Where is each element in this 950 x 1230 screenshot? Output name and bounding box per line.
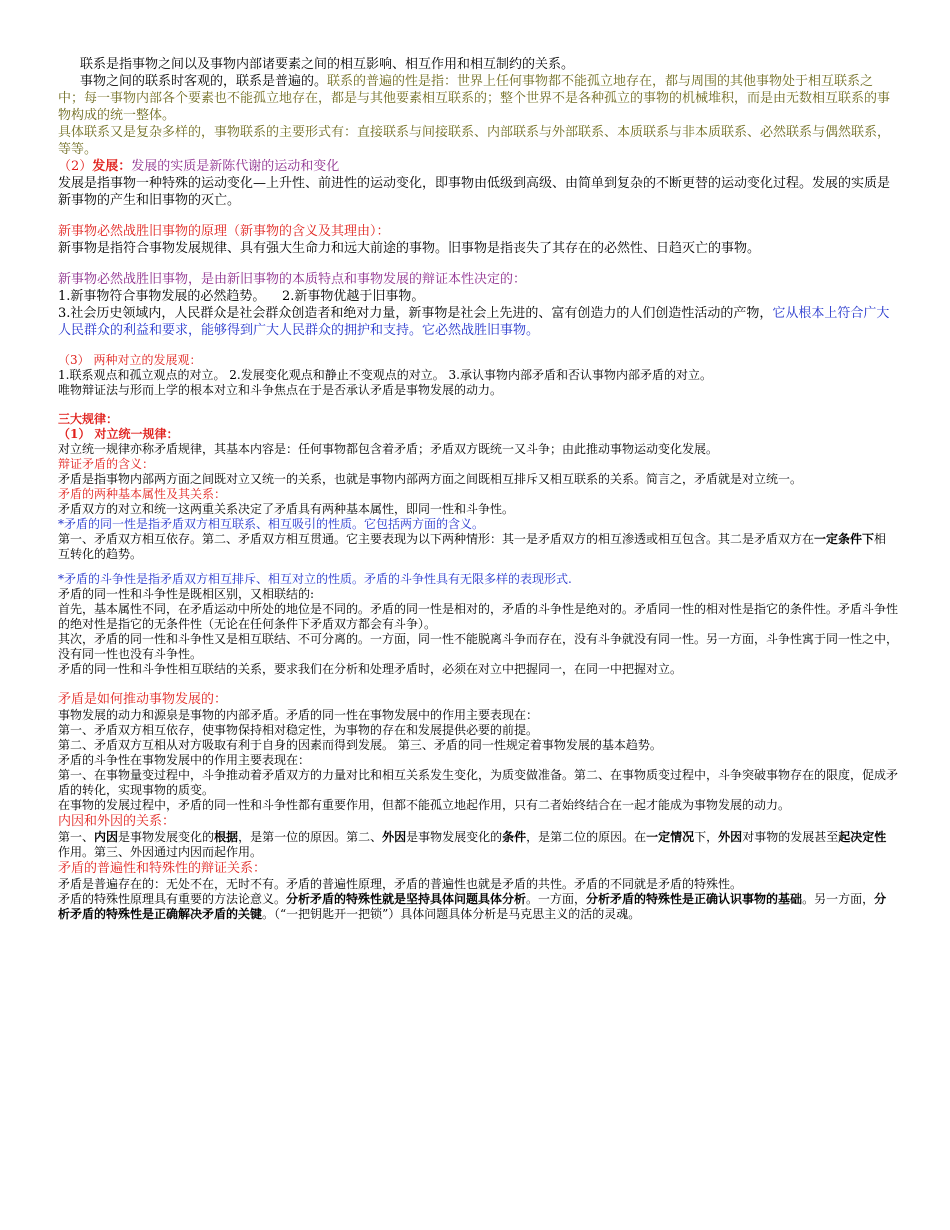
section-title: 两种对立的发展观： — [93, 353, 202, 367]
two-attributes: 矛盾双方的对立和统一这两重关系决定了矛盾具有两种基本属性，即同一性和斗争性。 — [58, 502, 515, 516]
txt-bold: 分析矛盾的特殊性就是坚持具体问题具体分析 — [286, 892, 527, 906]
section-heading-two-views — [58, 353, 898, 368]
txt-bold: 根据 — [214, 830, 239, 844]
internal-external-content — [58, 830, 898, 860]
txt: ，是第二位的原因。在 — [526, 830, 647, 844]
identity-text: 第一、矛盾双方相互依存。第二、矛盾双方相互贯通。它主要表现为以下两种情形：其一是矛盾双方的相互渗透或相互包含。其二是矛盾双方在 — [58, 532, 815, 546]
universality-content: 矛盾是普遍存在的：无处不在，无时不有。矛盾的普遍性原理，矛盾的普遍性也就是矛盾的共性。矛盾的不同就是矛盾的特殊性。 — [58, 877, 743, 891]
txt-bold: 一定情况 — [646, 830, 695, 844]
txt: 。一方面， — [526, 892, 587, 906]
contradiction-meaning: 矛盾是指事物内部两方面之间既对立又统一的关系，也就是事物内部两方面之间既相互排斥又相互联系的关系。简言之，矛盾就是对立统一。 — [58, 472, 803, 486]
identity-struggle-first: 首先，基本属性不同，在矛盾运动中所处的地位是不同的。矛盾的同一性是相对的，矛盾的斗争性是绝对的。矛盾同一性的相对性是指它的条件性。矛盾斗争性的绝对性是指它的无条件性（无论在任何条件下矛盾双方都会有斗争）。 — [58, 602, 899, 631]
intro-line-3: 具体联系又是复杂多样的，事物联系的主要形式有：直接联系与间接联系、内部联系与外部联系、本质联系与非本质联系、必然联系与偶然联系，等等。 — [58, 125, 891, 157]
intro-text: 事物之间的联系时客观的，联系是普遍的。 — [80, 74, 328, 89]
reason-line-3 — [58, 305, 898, 339]
reason-heading-a: 新事物必然战胜旧事物， — [58, 272, 202, 287]
reason-2: 2.新事物优越于旧事物。 — [281, 289, 425, 304]
universality-text: 联系的普遍的性是指：世界上任何事物都不能孤立地存在，都与周围的其他事物处于相互联系之中；每一事物内部各个要素也不能孤立地存在，都是与其他要素相互联系的；整个世界不是各种孤立的事物的机械堆积，而是由无数相互联系的事物构成的统一整体。 — [58, 74, 891, 123]
txt: 下， — [694, 830, 719, 844]
two-views-focus: 唯物辩证法与形而上学的根本对立和斗争焦点在于是否承认矛盾是事物发展的动力。 — [58, 383, 503, 397]
reason-3a: 3.社会历史领域内，人民群众是社会群众创造者和绝对力量，新事物是社会上先进的、富有创造力的人们创造性活动的产物， — [58, 306, 773, 321]
drive-p3: 第二、矛盾双方互相从对方吸取有利于自身的因素而得到发展。 第三、矛盾的同一性规定着事物发展的基本趋势。 — [58, 738, 662, 752]
two-views-list: 1.联系观点和孤立观点的对立。 2.发展变化观点和静止不变观点的对立。 3.承认事物内部矛盾和否认事物内部矛盾的对立。 — [58, 368, 712, 382]
struggle-definition: *矛盾的斗争性是指矛盾双方相互排斥、相互对立的性质。矛盾的斗争性具有无限多样的表现形式. — [58, 572, 572, 586]
drive-p1: 事物发展的动力和源泉是事物的内部矛盾。矛盾的同一性在事物发展中的作用主要表现在： — [58, 708, 539, 722]
drive-p5: 第一、在事物量变过程中，斗争推动着矛盾双方的力量对比和相互关系发生变化，为质变做准备。第二、在事物质变过程中，斗争突破事物存在的限度，促成矛盾的转化，实现事物的质变。 — [58, 768, 899, 797]
contradiction-meaning-heading: 辩证矛盾的含义： — [58, 457, 155, 471]
development-definition: 发展是指事物一种特殊的运动变化—上升性、前进性的运动变化，即事物由低级到高级、由简单到复杂的不断更替的运动变化过程。发展的实质是新事物的产生和旧事物的灭亡。 — [58, 176, 891, 208]
txt: 作用。第三、外因通过内因而起作用。 — [58, 845, 263, 859]
txt-bold: 分析矛盾的特殊性是正确认识事物的基础 — [586, 892, 803, 906]
txt-bold: 外因 — [718, 830, 743, 844]
identity-bold: 一定条件下 — [814, 532, 875, 546]
intro-line-2 — [58, 73, 898, 124]
drive-p2: 第一、矛盾双方相互依存，使事物保持相对稳定性，为事物的存在和发展提供必要的前提。 — [58, 723, 539, 737]
txt: 。（“一把钥匙开一把锁”）具体问题具体分析是马克思主义的活的灵魂。 — [262, 907, 641, 921]
new-things-heading: 新事物必然战胜旧事物的原理（新事物的含义及其理由）： — [58, 224, 390, 239]
identity-definition: *矛盾的同一性是指矛盾双方相互联系、相互吸引的性质。它包括两方面的含义。 — [58, 517, 485, 531]
txt-bold: 条件 — [502, 830, 527, 844]
txt: 。另一方面， — [802, 892, 875, 906]
reason-3b: 它从根本上符合广大人民群众的利益和要求，能够得到广大人民群众的拥护和支持。它必然战胜旧事物。 — [58, 306, 890, 338]
section-number: （2） — [58, 159, 93, 174]
txt: 是事物发展变化的 — [406, 830, 503, 844]
two-attributes-heading: 矛盾的两种基本属性及其关系： — [58, 487, 227, 501]
particularity-content — [58, 892, 898, 922]
new-things-reason-heading — [58, 271, 898, 288]
contradiction-drive-heading: 矛盾是如何推动事物发展的： — [58, 692, 228, 707]
unity-law-content: 对立统一规律亦称矛盾规律，其基本内容是：任何事物都包含着矛盾；矛盾双方既统一又斗争；由此推动事物运动变化发展。 — [58, 442, 719, 456]
section-subtitle: 发展的实质是新陈代谢的运动和变化 — [131, 159, 340, 174]
section-heading-development — [58, 158, 898, 175]
section-number: （3） — [58, 353, 90, 367]
identity-struggle-relation: 矛盾的同一性和斗争性是既相区别，又相联结的: — [58, 587, 315, 601]
reason-line-1-2 — [58, 288, 898, 305]
drive-p4: 矛盾的斗争性在事物发展中的作用主要表现在： — [58, 753, 311, 767]
three-laws-title: 三大规律： — [58, 412, 119, 426]
identity-struggle-second: 其次，矛盾的同一性和斗争性又是相互联结、不可分离的。一方面，同一性不能脱离斗争而存在，没有斗争就没有同一性。另一方面，斗争性寓于同一性之中，没有同一性也没有斗争性。 — [58, 632, 899, 661]
txt: ，是第一位的原因。第二、 — [238, 830, 383, 844]
identity-struggle-requirement: 矛盾的同一性和斗争性相互联结的关系，要求我们在分析和处理矛盾时，必须在对立中把握同一，在同一中把握对立。 — [58, 662, 683, 676]
identity-meanings — [58, 532, 898, 562]
txt: 矛盾的特殊性原理具有重要的方法论意义。 — [58, 892, 287, 906]
intro-line-1: 联系是指事物之间以及事物内部诸要素之间的相互影响、相互作用和相互制约的关系。 — [80, 57, 575, 72]
unity-law-heading: （1） 对立统一规律： — [58, 427, 179, 441]
txt-bold: 起决定性 — [838, 830, 887, 844]
universality-particularity-heading: 矛盾的普遍性和特殊性的辩证关系： — [58, 861, 267, 876]
reason-heading-b: 是由新旧事物的本质特点和事物发展的辩证本性决定的： — [201, 272, 527, 287]
txt-bold: 外因 — [382, 830, 407, 844]
reason-1: 1.新事物符合事物发展的必然趋势。 — [58, 289, 266, 304]
txt: 第一、 — [58, 830, 95, 844]
drive-p6: 在事物的发展过程中，矛盾的同一性和斗争性都有重要作用，但都不能孤立地起作用，只有二者始终结合在一起才能成为事物发展的动力。 — [58, 798, 791, 812]
identity-text-end: 相互转化的趋势。 — [58, 532, 887, 561]
document-page — [58, 56, 898, 922]
txt: 是事物发展变化的 — [118, 830, 215, 844]
internal-external-heading: 内因和外因的关系： — [58, 814, 176, 829]
txt: 对事物的发展甚至 — [742, 830, 839, 844]
txt-bold: 分析矛盾的特殊性是正确解决矛盾的关键 — [58, 892, 887, 921]
new-things-definition: 新事物是指符合事物发展规律、具有强大生命力和远大前途的事物。旧事物是指丧失了其存在的必然性、日趋灭亡的事物。 — [58, 241, 761, 256]
txt-bold: 内因 — [94, 830, 119, 844]
section-title: 发展： — [92, 159, 132, 174]
